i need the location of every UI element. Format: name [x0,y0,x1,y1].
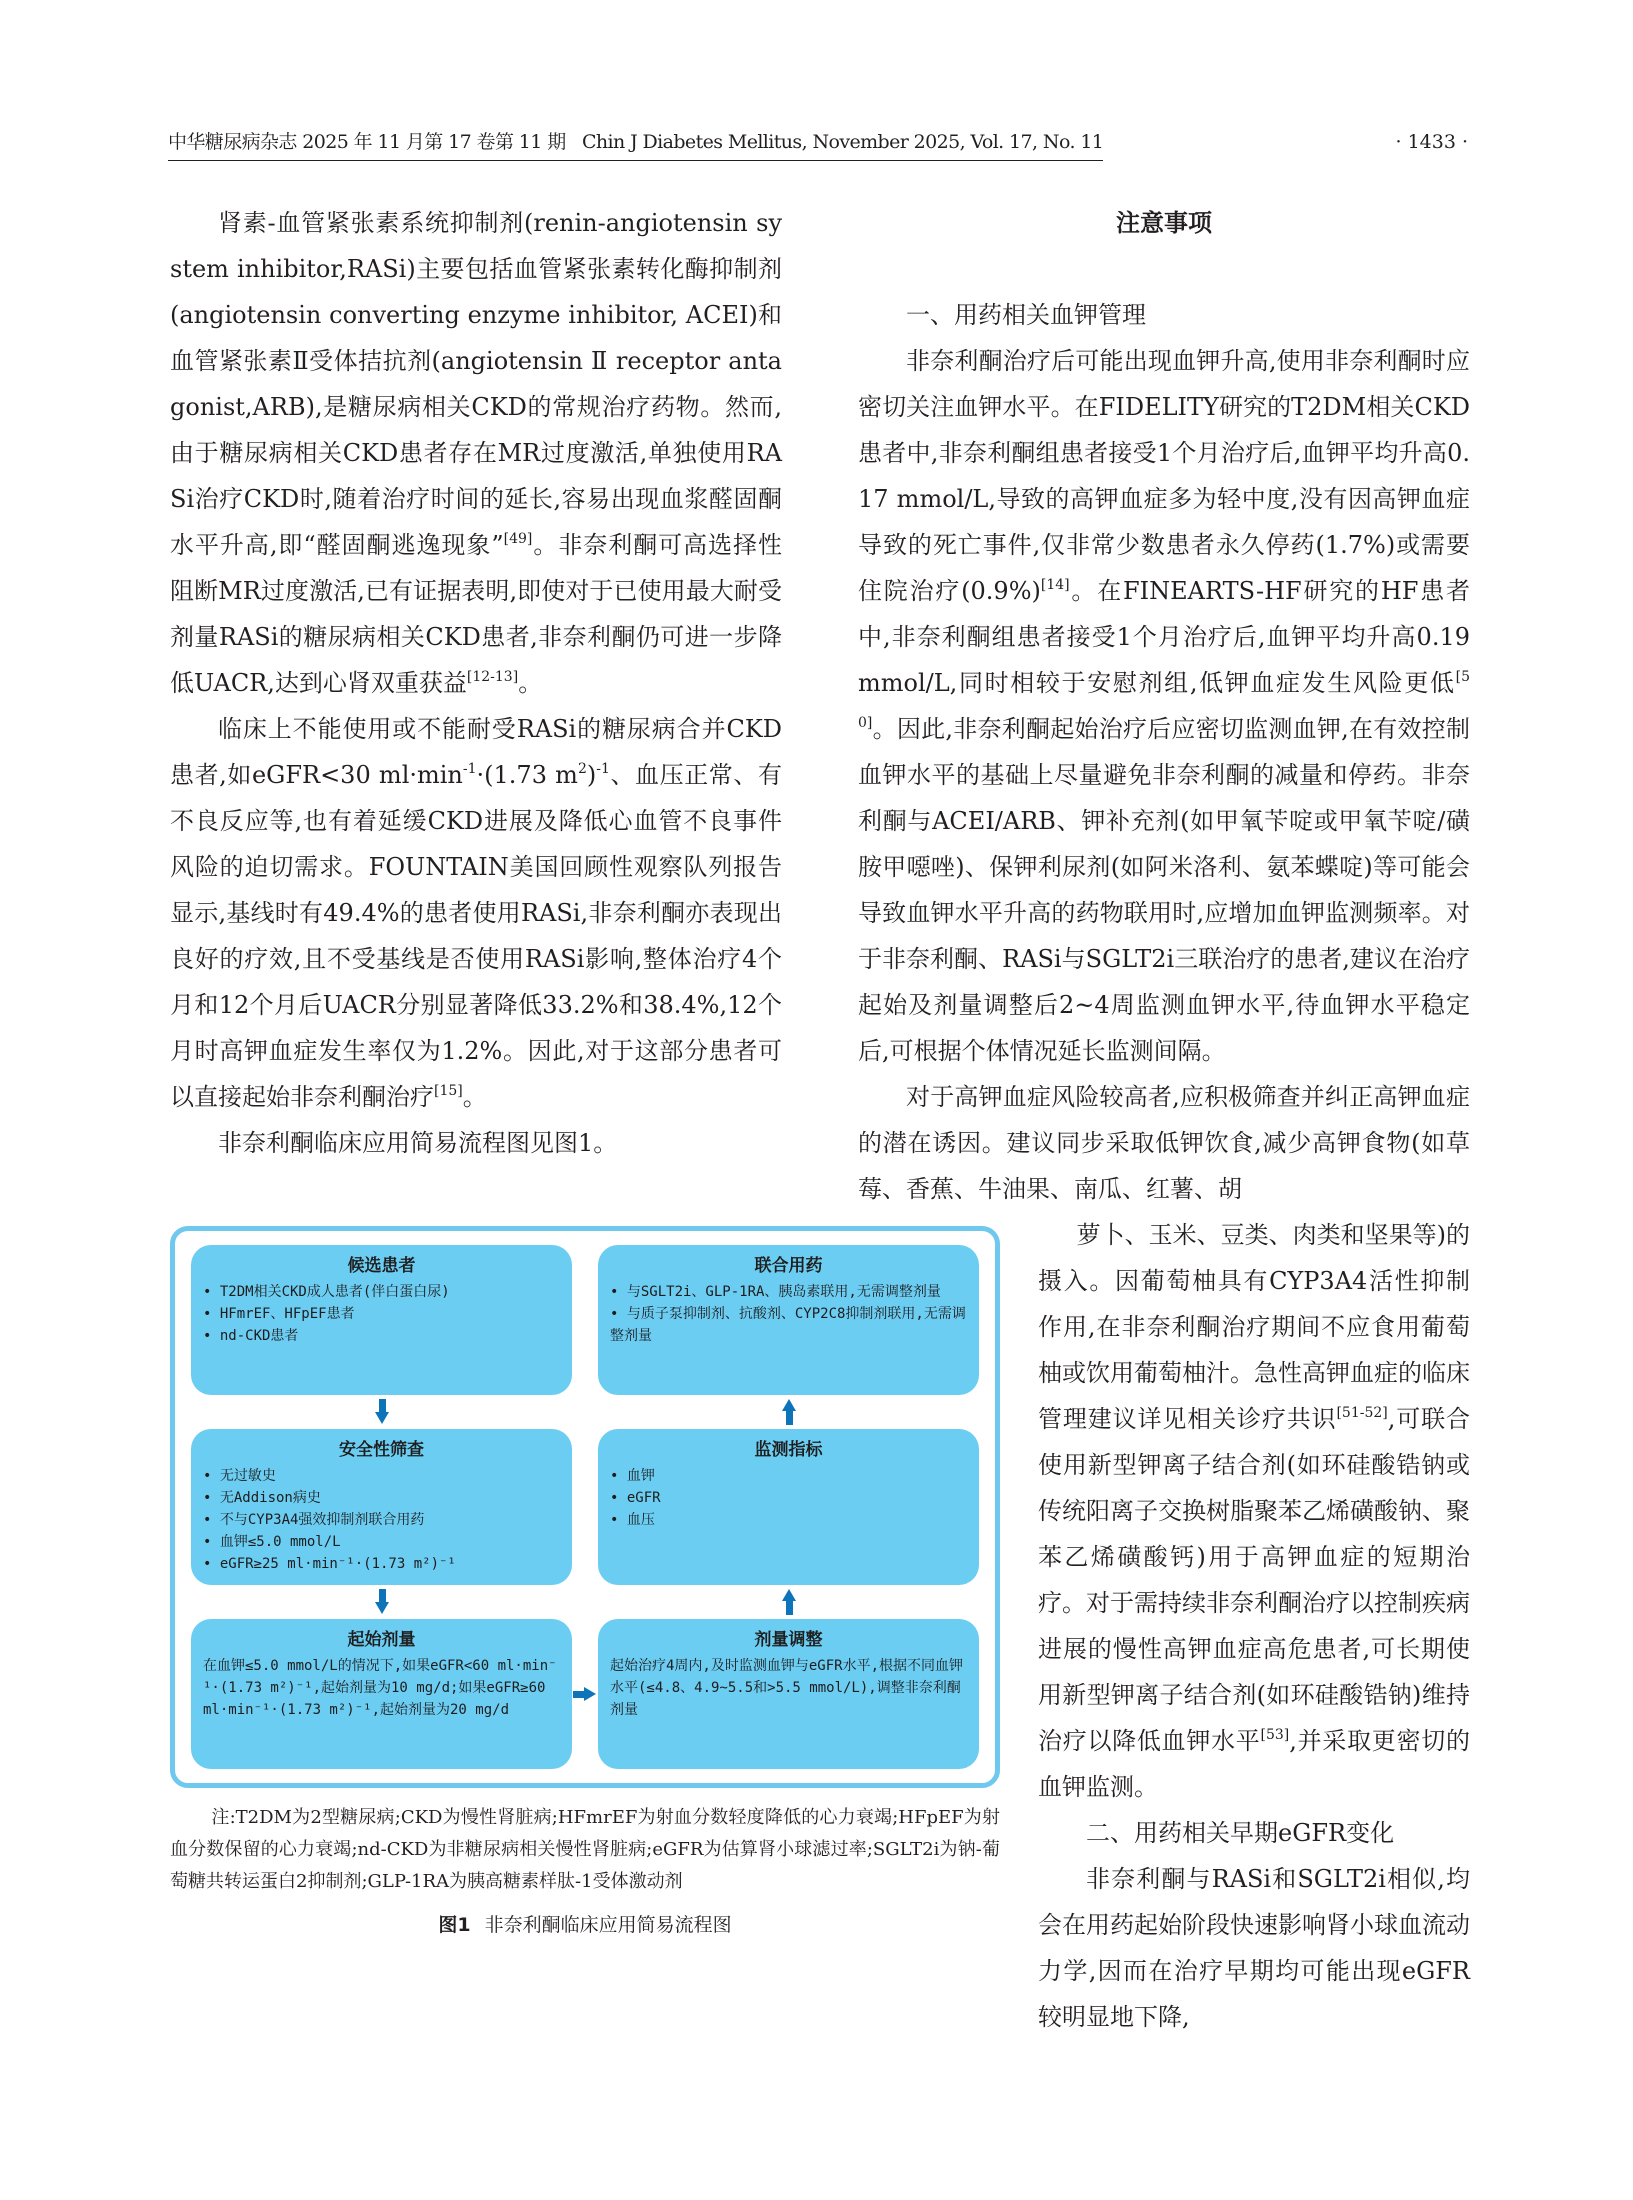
citation[interactable]: [12-13] [466,669,519,685]
right-column [858,200,1470,1212]
flow-box-title: 剂量调整 [754,1630,823,1650]
flow-box-title: 联合用药 [754,1256,823,1276]
superscript: -1 [462,761,477,777]
superscript: 2 [577,761,587,777]
text: 摄入。因葡萄柚具有CYP3A4活性抑制作用,在非奈利酮治疗期间不应食用葡萄柚或饮用葡萄柚汁。急性高钾血症的临床管理建议详见相关诊疗共识 [1038,1267,1470,1433]
journal-citation [168,130,1103,161]
text: ,并采取更密切的血钾监测。 [1038,1727,1470,1801]
flowchart [170,1226,1000,1788]
text: ,可联合使用新型钾离子结合剂(如环硅酸锆钠或传统阳离子交换树脂聚苯乙烯磺酸钠、聚苯乙烯磺酸钙)用于高钾血症的短期治疗。对于需持续非奈利酮治疗以控制疾病进展的慢性高钾血症高危患者,可长期使用新型钾离子结合剂(如环硅酸锆钠)维持治疗以降低血钾水平 [1038,1405,1470,1755]
paragraph-egfr: 非奈利酮与RASi和SGLT2i相似,均会在用药起始阶段快速影响肾小球血流动力学,因而在治疗早期均可能出现eGFR较明显地下降, [1038,1865,1470,2031]
figure-and-wrap-row [170,1212,1470,2040]
list-item: • eGFR [610,1487,967,1509]
text: 非奈利酮治疗后可能出现血钾升高,使用非奈利酮时应密切关注血钾水平。在FIDELITY研究的T2DM相关CKD患者中,非奈利酮组患者接受1个月治疗后,血钾平均升高0.17 mmol/L,导致的高钾血症多为轻中度,没有因高钾血症导致的死亡事件,仅非常少数患者永久停药(1.7%)或需要住院治疗(0.9%) [858,347,1470,605]
flow-box-title: 起始剂量 [347,1630,416,1650]
flow-box-safety-screening [191,1429,572,1585]
flow-box-title: 候选患者 [347,1256,416,1276]
citation[interactable]: [49] [503,531,533,547]
text: 。 [518,669,543,697]
superscript: -1 [596,761,610,777]
subsection-heading-potassium: 一、用药相关血钾管理 [906,301,1146,329]
citation[interactable]: [50] [858,669,1470,731]
paragraph-fountain [170,706,782,1120]
list-item: • 与SGLT2i、GLP-1RA、胰岛素联用,无需调整剂量 [610,1281,967,1303]
arrow-right-icon [573,1687,597,1702]
figure-1 [170,1226,1010,1940]
flow-box-title: 安全性筛查 [339,1440,424,1460]
flow-box-combination [598,1245,979,1395]
flow-box-title: 监测指标 [754,1440,823,1460]
text: 临床上不能使用或不能耐受RASi的糖尿病合并CKD患者,如eGFR<30 ml·min [170,715,782,789]
text: 、血压正常、有不良反应等,也有着延缓CKD进展及降低心血管不良事件风险的迫切需求。FOUNTAIN美国回顾性观察队列报告显示,基线时有49.4%的患者使用RASi,非奈利酮亦表现出良好的疗效,且不受基线是否使用RASi影响,整体治疗4个月和12个月后UACR分别显著降低33.2%和38.4%,12个月时高钾血症发生率仅为1.2%。因此,对于这部分患者可以直接起始非奈利酮治疗 [170,761,782,1111]
figure-note [170,1802,1000,1898]
journal-name-en: Chin J Diabetes Mellitus, November 2025, Vol. 17, No. 11 [581,131,1104,153]
two-column-top [170,200,1470,1212]
text: 。在FINEARTS-HF研究的HF患者中,非奈利酮组患者接受1个月治疗后,血钾平均升高0.19 mmol/L,同时相较于安慰剂组,低钾血症发生风险更低 [858,577,1470,697]
paragraph-hyperkalemia-c [1038,1258,1470,1810]
text: ) [586,761,597,789]
list-item: • 血钾 [610,1465,967,1487]
figure-note-text: 注:T2DM为2型糖尿病;CKD为慢性肾脏病;HFmrEF为射血分数轻度降低的心力衰竭;HFpEF为射血分数保留的心力衰竭;nd-CKD为非糖尿病相关慢性肾脏病;eGFR为估算肾小球滤过率;SGLT2i为钠-葡萄糖共转运蛋白2抑制剂;GLP-1RA为胰高糖素样肽-1受体激动剂 [170,1807,1000,1892]
paragraph-figure-ref: 非奈利酮临床应用简易流程图见图1。 [218,1129,618,1157]
list-item: • 血压 [610,1509,967,1531]
arrow-down-icon [375,1589,390,1615]
text: 。 [462,1083,487,1111]
flow-box-monitoring [598,1429,979,1585]
flow-box-list [203,1465,560,1575]
section-title: 注意事项 [1116,209,1212,237]
list-item: • 无Addison病史 [203,1487,560,1509]
flow-box-list [610,1465,967,1531]
arrow-down-icon [375,1399,390,1425]
list-item: • eGFR≥25 ml·min⁻¹·(1.73 m²)⁻¹ [203,1553,560,1575]
flow-box-dose-adjustment [598,1619,979,1769]
text: 。因此,非奈利酮起始治疗后应密切监测血钾,在有效控制血钾水平的基础上尽量避免非奈利酮的减量和停药。非奈利酮与ACEI/ARB、钾补充剂(如甲氧苄啶或甲氧苄啶/磺胺甲噁唑)、保钾利尿剂(如阿米洛利、氨苯蝶啶)等可能会导致血钾水平升高的药物联用时,应增加血钾监测频率。对于非奈利酮、RASi与SGLT2i三联治疗的患者,建议在治疗起始及剂量调整后2~4周监测血钾水平,待血钾水平稳定后,可根据个体情况延长监测间隔。 [858,715,1470,1065]
list-item: • 血钾≤5.0 mmol/L [203,1531,560,1553]
flow-box-candidates [191,1245,572,1395]
arrow-up-icon [782,1399,797,1425]
page-body [170,200,1470,2040]
citation[interactable]: [15] [434,1083,463,1099]
figure-caption-text: 非奈利酮临床应用简易流程图 [484,1914,732,1936]
citation[interactable]: [51-52] [1336,1405,1388,1421]
list-item: • HFmrEF、HFpEF患者 [203,1303,560,1325]
figure-label: 图1 [438,1914,471,1936]
page-number: · 1433 · [1395,131,1468,153]
figure-caption [170,1910,1000,1940]
list-item: • 与质子泵抑制剂、抗酸剂、CYP2C8抑制剂联用,无需调整剂量 [610,1303,967,1347]
list-item: • 不与CYP3A4强效抑制剂联合用药 [203,1509,560,1531]
subsection-heading-egfr: 二、用药相关早期eGFR变化 [1086,1819,1395,1847]
running-header [168,124,1468,164]
paragraph-rasi [170,200,782,706]
text: 肾素-血管紧张素系统抑制剂(renin-angiotensin system inhibitor,RASi)主要包括血管紧张素转化酶抑制剂(angiotensin converting enzyme inhibitor, ACEI)和血管紧张素Ⅱ受体拮抗剂(angiotensin Ⅱ receptor antagonist,ARB),是糖尿病相关CKD的常规治疗药物。然而,由于糖尿病相关CKD患者存在MR过度激活,单独使用RASi治疗CKD时,随着治疗时间的延长,容易出现血浆醛固酮水平升高,即“醛固酮逃逸现象” [170,209,782,559]
arrow-up-icon [782,1589,797,1615]
flow-box-text: 起始治疗4周内,及时监测血钾与eGFR水平,根据不同血钾水平(≤4.8、4.9~5.5和>5.5 mmol/L),调整非奈利酮剂量 [610,1658,963,1718]
list-item: • T2DM相关CKD成人患者(伴白蛋白尿) [203,1281,560,1303]
flow-box-text: 在血钾≤5.0 mmol/L的情况下,如果eGFR<60 ml·min⁻¹·(1.73 m²)⁻¹,起始剂量为10 mg/d;如果eGFR≥60 ml·min⁻¹·(1.73 m²)⁻¹,起始剂量为20 mg/d [203,1658,557,1718]
text: ·(1.73 m [476,761,578,789]
right-column-wrap [1038,1212,1470,2040]
flow-box-start-dose [191,1619,572,1769]
flow-box-list [610,1281,967,1347]
left-column [170,200,782,1166]
text: 。非奈利酮可高选择性阻断MR过度激活,已有证据表明,即使对于已使用最大耐受剂量RASi的糖尿病相关CKD患者,非奈利酮仍可进一步降低UACR,达到心肾双重获益 [170,531,783,697]
flow-box-list [203,1281,560,1347]
citation[interactable]: [14] [1040,577,1070,593]
journal-name-cn: 中华糖尿病杂志 2025 年 11 月第 17 卷第 11 期 [168,131,566,153]
paragraph-hyperkalemia-b: 萝卜、玉米、豆类、肉类和坚果等)的 [1076,1221,1470,1249]
citation[interactable]: [53] [1260,1727,1290,1743]
paragraph-potassium [858,338,1470,1074]
list-item: • 无过敏史 [203,1465,560,1487]
paragraph-hyperkalemia-a: 对于高钾血症风险较高者,应积极筛查并纠正高钾血症的潜在诱因。建议同步采取低钾饮食,减少高钾食物(如草莓、香蕉、牛油果、南瓜、红薯、胡 [858,1083,1470,1203]
list-item: • nd-CKD患者 [203,1325,560,1347]
